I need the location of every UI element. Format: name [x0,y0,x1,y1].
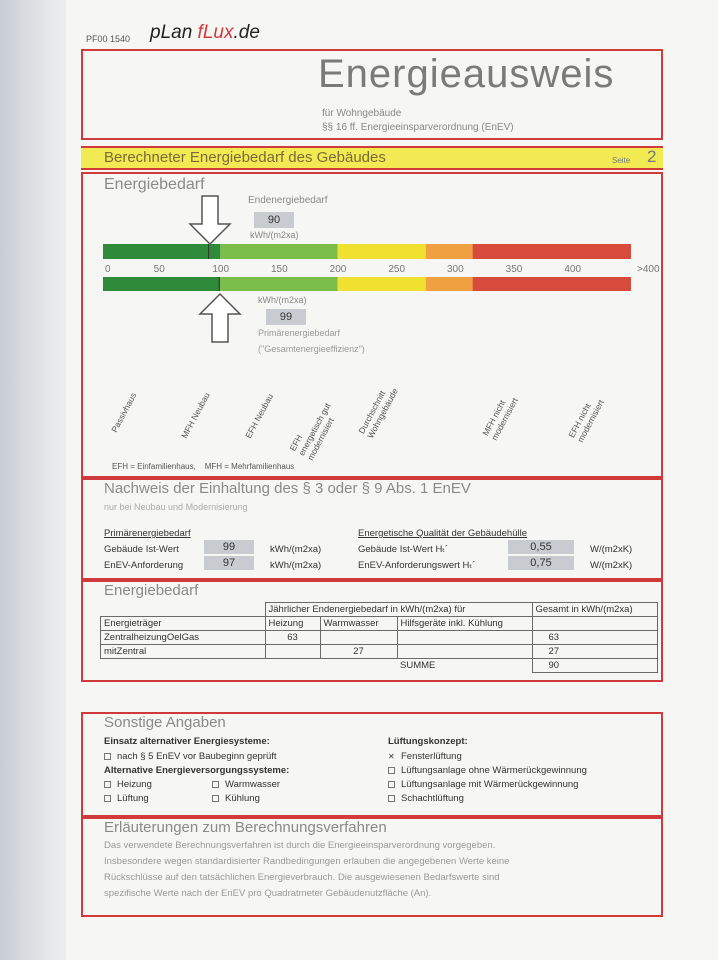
table-cell: mitZentral [101,645,266,659]
table-cell [397,645,532,659]
end-energy-arrow-icon [188,194,232,246]
alt-systems-title: Einsatz alternativer Energiesysteme: [104,736,270,747]
vent-option-1-label: Fensterlüftung [401,751,462,762]
checkbox-icon [388,795,395,802]
logo-part-plan: pLan [150,22,198,43]
table-sum-row [101,659,658,673]
sum-value: 90 [532,659,657,673]
checkbox-icon [388,767,395,774]
table-header-total: Gesamt in kWh/(m2xa) [532,603,657,617]
vent-option-2-label: Lüftungsanlage ohne Wärmerückgewinnung [401,765,587,776]
envelope-actual-value: 0,55 [508,540,574,554]
demand-table-heading: Energiebedarf [104,582,199,599]
building-type-label: EFH Neubau [243,391,276,440]
ventilation-concept-title: Lüftungskonzept: [388,736,468,747]
building-type-label: Durchschnitt Wohngebäude [356,386,400,440]
scale-tick-label: 200 [329,264,347,275]
envelope-actual-label: Gebäude Ist-Wert Hₜ´ [358,544,449,555]
document-code: PF00 1540 [86,34,131,44]
explanation-line: Rückschlüsse auf den tatsächlichen Energieverbrauch. Die ausgewiesenen Bedarfswerte sind [104,872,500,883]
explanation-line: Das verwendete Berechnungsverfahren ist durch die Energieeinsparverordnung vorgegeben. [104,840,496,851]
table-cell: 63 [532,631,657,645]
checkbox-icon [104,795,111,802]
logo [150,22,260,44]
scale-band-segment [338,277,426,291]
option-water [212,779,280,790]
building-type-label: EFH energetisch gut modernisiert [287,401,336,462]
scale-tick-label: 0 [105,264,111,275]
building-type-label: EFH nicht modernisiert [566,397,606,444]
table-cell [397,631,532,645]
scale-tick-label: 400 [564,264,582,275]
option-ventilation [104,793,149,804]
end-energy-unit: kWh/(m2xa) [250,230,299,240]
scale-band-segment [473,244,631,259]
scale-tick-label: >400 [637,264,660,275]
scale-band-segment [426,244,473,259]
compliance-heading: Nachweis der Einhaltung des § 3 oder § 9 Abs. 1 EnEV [104,480,471,497]
scale-band-segment [338,244,426,259]
actual-value: 99 [204,540,254,554]
other-info-heading: Sonstige Angaben [104,714,226,731]
actual-value-label: Gebäude Ist-Wert [104,544,179,555]
vent-option-4 [388,793,464,804]
scale-band-segment [220,244,337,259]
vent-option-3 [388,779,578,790]
option-water-label: Warmwasser [225,779,281,790]
scale-band-segment [426,277,473,291]
table-cell: ZentralheizungOelGas [101,631,266,645]
table-header-row [101,617,658,631]
energy-demand-heading: Energiebedarf [104,176,205,193]
option-cooling-label: Kühlung [225,793,260,804]
explanation-line: spezifische Werte nach der EnEV pro Quadratmeter Gebäudenutzfläche (An). [104,888,432,899]
option-ventilation-label: Lüftung [117,793,149,804]
primary-energy-value: 99 [266,309,306,325]
checkbox-icon [212,781,219,788]
alt-supply-title: Alternative Energieversorgungssysteme: [104,765,290,776]
envelope-actual-unit: W/(m2xK) [590,544,633,555]
scale-band-segment [220,277,337,291]
requirement-value: 97 [204,556,254,570]
sum-label: SUMME [397,659,532,673]
compliance-subheading: nur bei Neubau und Modernisierung [104,502,248,512]
envelope-requirement-unit: W/(m2xK) [590,560,633,571]
scale-tick-label: 350 [505,264,523,275]
table-col-carrier: Energieträger [101,617,266,631]
scale-tick-label: 150 [271,264,288,275]
vent-option-1 [388,751,462,762]
table-cell: 27 [320,645,397,659]
primary-energy-label-2: ("Gesamtenergieeffizienz") [258,344,365,354]
primary-energy-arrow-icon [198,292,242,344]
table-col-water: Warmwasser [320,617,397,631]
vent-option-2 [388,765,587,776]
scale-tick-label: 250 [388,264,406,275]
building-type-label: MFH Neubau [179,390,212,440]
demand-table [100,602,658,673]
building-type-label: MFH nicht modernisiert [480,395,520,442]
page-number: 2 [647,147,657,166]
page-shadow [0,0,70,960]
title-subtitle-1: für Wohngebäude [322,108,402,119]
checkbox-icon [212,795,219,802]
scale-band-segment [103,277,220,291]
logo-part-de: .de [233,22,260,43]
table-cell [320,631,397,645]
table-col-heating: Heizung [265,617,320,631]
logo-part-flux: fLux [197,22,234,43]
scale-band-segment [473,277,631,291]
explanation-line: Insbesondere wegen standardisierter Randbedingungen erlauben die angegebenen Werte keine [104,856,510,867]
requirement-unit: kWh/(m2xa) [270,560,322,571]
end-energy-value: 90 [254,212,294,228]
explanation-heading: Erläuterungen zum Berechnungsverfahren [104,819,387,836]
primary-energy-unit: kWh/(m2xa) [258,295,307,305]
alt-systems-item [104,751,277,762]
energy-scale [103,244,660,294]
checkbox-icon [104,753,111,760]
vent-option-3-label: Lüftungsanlage mit Wärmerückgewinnung [401,779,579,790]
scale-band-segment [103,244,220,259]
primary-energy-title: Primärenergiebedarf [104,528,191,539]
checkbox-icon [388,781,395,788]
table-header-main: Jährlicher Endenergiebedarf in kWh/(m2xa) für [265,603,532,617]
table-row [101,645,658,659]
scale-tick-label: 300 [447,264,464,275]
page-title: Energieausweis [318,52,615,96]
checked-mark-icon: ✕ [388,752,395,761]
end-energy-label: Endenergiebedarf [248,195,328,206]
title-subtitle-2: §§ 16 ff. Energieeinsparverordnung (EnEV) [322,122,514,133]
scale-tick-label: 100 [212,264,230,275]
table-header-row [101,603,658,617]
checkbox-icon [104,781,111,788]
alt-systems-item-label: nach § 5 EnEV vor Baubeginn geprüft [117,751,277,762]
page-label: Seite [612,156,631,165]
building-legend: EFH = Einfamilienhaus, MFH = Mehrfamilienhaus [112,462,295,471]
table-row [101,631,658,645]
option-heating [104,779,152,790]
table-cell [265,645,320,659]
scale-tick-label: 50 [153,264,165,275]
envelope-requirement-value: 0,75 [508,556,574,570]
envelope-quality-title: Energetische Qualität der Gebäudehülle [358,528,528,539]
envelope-requirement-label: EnEV-Anforderungswert Hₜ´ [358,560,476,571]
vent-option-4-label: Schachtlüftung [401,793,464,804]
option-heating-label: Heizung [117,779,152,790]
table-col-aux: Hilfsgeräte inkl. Kühlung [397,617,532,631]
table-cell: 27 [532,645,657,659]
requirement-label: EnEV-Anforderung [104,560,184,571]
primary-energy-label: Primärenergiebedarf [258,328,341,338]
option-cooling [212,793,260,804]
banner-title: Berechneter Energiebedarf des Gebäudes [104,149,386,166]
building-type-label: Passivhaus [109,390,139,434]
actual-value-unit: kWh/(m2xa) [270,544,322,555]
table-cell: 63 [265,631,320,645]
